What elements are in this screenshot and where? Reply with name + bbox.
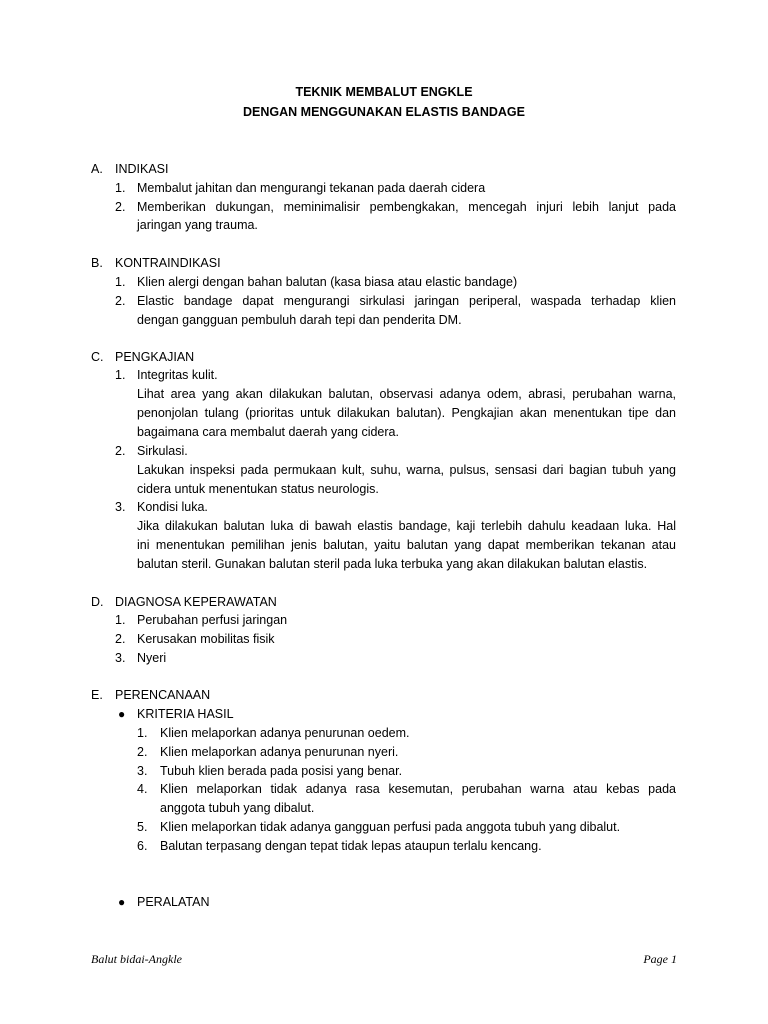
section-d-item-2-number: 2. [115,632,126,646]
section-c-item-1-number: 1. [115,368,126,382]
section-d-item-1-number: 1. [115,613,126,627]
kriteria-item-4-text-line-2: anggota tubuh yang dibalut. [160,801,315,815]
section-d-item-2-text: Kerusakan mobilitas fisik [137,632,275,646]
kriteria-item-2-text: Klien melaporkan adanya penurunan nyeri. [160,745,399,759]
kriteria-item-3-text: Tubuh klien berada pada posisi yang benar. [160,764,403,778]
section-b-heading: KONTRAINDIKASI [115,256,221,270]
section-d-item-1-text: Perubahan perfusi jaringan [137,613,288,627]
section-d-letter: D. [91,595,104,609]
section-c-item-2-title: Sirkulasi. [137,444,188,458]
section-a-letter: A. [91,162,103,176]
section-c-item-2-text-line-1: Lakukan inspeksi pada permukaan kult, suhu, warna, pulsus, sensasi dari bagian tubuh yang [137,463,676,477]
section-a-heading: INDIKASI [115,162,169,176]
section-c-heading: PENGKAJIAN [115,350,195,364]
section-c-item-3-text-line-1: Jika dilakukan balutan luka di bawah elastis bandage, kaji terlebih dahulu keadaan luka. Hal [137,519,676,533]
bullet-icon: ● [118,895,126,909]
section-d-item-3-text: Nyeri [137,651,167,665]
section-c-item-2-text-line-2: cidera untuk menentukan status neurologis. [137,482,379,496]
section-a-item-1-number: 1. [115,181,126,195]
kriteria-item-2-number: 2. [137,745,148,759]
section-c-item-1-text-line-3: bagaimana cara membalut daerah yang cidera. [137,425,399,439]
section-a-item-2-text-line-1: Memberikan dukungan, meminimalisir pembengkakan, mencegah injuri lebih lanjut pada [137,200,676,214]
kriteria-item-4-number: 4. [137,782,148,796]
section-c-item-3-text-line-3: balutan steril. Gunakan balutan steril pada luka terbuka yang akan dilakukan balutan elastis. [137,557,648,571]
kriteria-item-1-text: Klien melaporkan adanya penurunan oedem. [160,726,410,740]
section-c-item-1-text-line-1: Lihat area yang akan dilakukan balutan, observasi adanya odem, abrasi, perubahan warna, [137,387,676,401]
document-title-line-2: DENGAN MENGGUNAKAN ELASTIS BANDAGE [243,105,525,119]
section-a-item-1-text: Membalut jahitan dan mengurangi tekanan pada daerah cidera [137,181,486,195]
section-b-item-2-number: 2. [115,294,126,308]
kriteria-item-4-text-line-1: Klien melaporkan tidak adanya rasa kesemutan, perubahan warna atau kebas pada [160,782,676,796]
section-c-letter: C. [91,350,104,364]
section-c-item-2-number: 2. [115,444,126,458]
kriteria-item-1-number: 1. [137,726,148,740]
footer-page-number: Page 1 [643,952,677,966]
section-a-item-2-number: 2. [115,200,126,214]
document-title-line-1: TEKNIK MEMBALUT ENGKLE [295,85,473,99]
section-a-item-2-text-line-2: jaringan yang trauma. [137,218,258,232]
section-b-letter: B. [91,256,103,270]
kriteria-item-6-text: Balutan terpasang dengan tepat tidak lepas ataupun terlalu kencang. [160,839,542,853]
section-c-item-1-text-line-2: penonjolan tulang (prioritas untuk dilakukan balutan). Pengkajian akan menentukan tipe dan [137,406,676,420]
section-b-item-1-number: 1. [115,275,126,289]
kriteria-hasil-heading: KRITERIA HASIL [137,707,234,721]
section-c-item-3-text-line-2: ini menentukan pemilihan jenis balutan, yaitu balutan yang dapat memberikan tekanan atau [137,538,676,552]
kriteria-item-5-text: Klien melaporkan tidak adanya gangguan perfusi pada anggota tubuh yang dibalut. [160,820,621,834]
section-c-item-3-number: 3. [115,500,126,514]
section-e-heading: PERENCANAAN [115,688,211,702]
footer-left-text: Balut bidai-Angkle [91,952,182,966]
peralatan-heading: PERALATAN [137,895,210,909]
section-e-letter: E. [91,688,103,702]
section-d-heading: DIAGNOSA KEPERAWATAN [115,595,277,609]
section-b-item-1-text: Klien alergi dengan bahan balutan (kasa biasa atau elastic bandage) [137,275,518,289]
kriteria-item-3-number: 3. [137,764,148,778]
kriteria-item-6-number: 6. [137,839,148,853]
section-d-item-3-number: 3. [115,651,126,665]
kriteria-item-5-number: 5. [137,820,148,834]
section-b-item-2-text-line-1: Elastic bandage dapat mengurangi sirkulasi jaringan periperal, waspada terhadap klien [137,294,676,308]
bullet-icon: ● [118,707,126,721]
section-b-item-2-text-line-2: dengan gangguan pembuluh darah tepi dan penderita DM. [137,313,462,327]
section-c-item-3-title: Kondisi luka. [137,500,208,514]
section-c-item-1-title: Integritas kulit. [137,368,218,382]
